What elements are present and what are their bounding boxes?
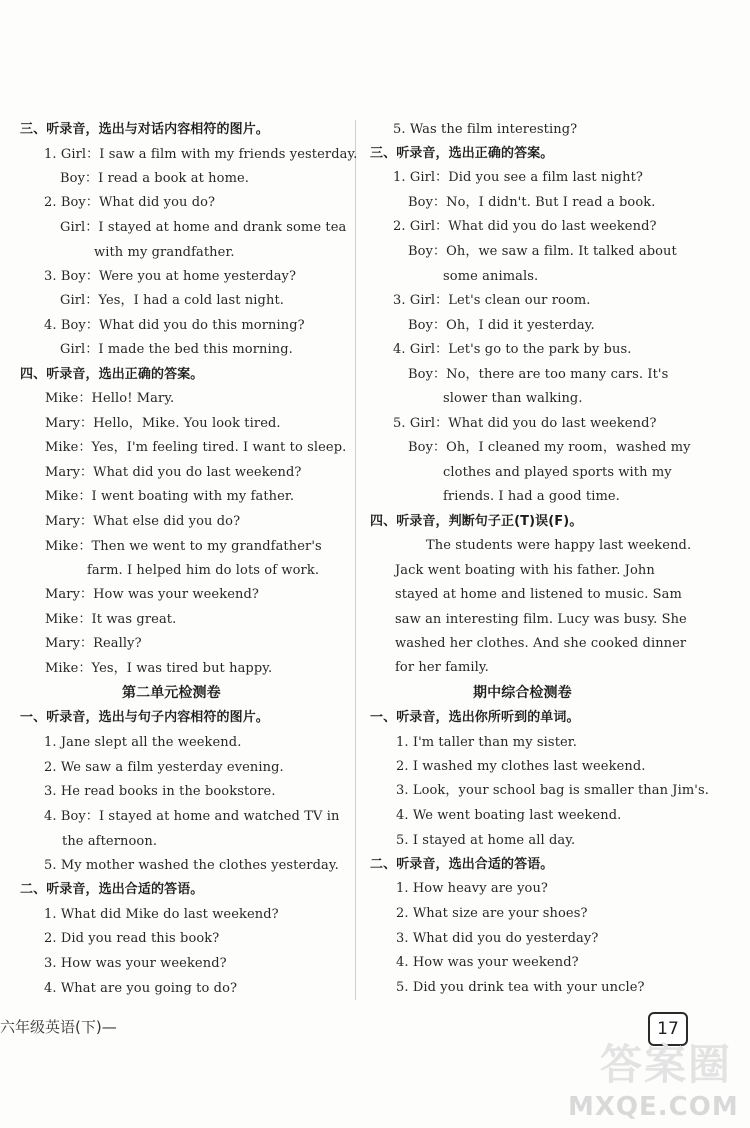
text-line: washed her clothes. And she cooked dinner xyxy=(395,636,687,651)
text-line: Girl：Yes，I had a cold last night. xyxy=(60,293,284,308)
text-line: 2. Boy：What did you do? xyxy=(44,195,216,210)
text-line: Boy：Oh，we saw a film. It talked about xyxy=(408,244,677,259)
section-heading: 一、听录音，选出你所听到的单词。 xyxy=(370,710,580,725)
text-line: 5. I stayed at home all day. xyxy=(396,833,576,848)
text-line: Mike：Yes，I was tired but happy. xyxy=(45,661,273,676)
text-line: 4. Boy：I stayed at home and watched TV in xyxy=(44,809,340,824)
text-line: 5. Girl：What did you do last weekend? xyxy=(393,416,657,431)
section-heading: 三、听录音，选出与对话内容相符的图片。 xyxy=(20,122,269,137)
text-line: 3. Look，your school bag is smaller than Jim's. xyxy=(396,783,709,798)
text-line: The students were happy last weekend. xyxy=(426,538,692,553)
text-line: 1. I'm taller than my sister. xyxy=(396,735,577,750)
text-line: 1. What did Mike do last weekend? xyxy=(44,907,279,922)
text-line: 3. Girl：Let's clean our room. xyxy=(393,293,591,308)
text-line: 5. Did you drink tea with your uncle? xyxy=(396,980,645,995)
section-heading: 二、听录音，选出合适的答语。 xyxy=(20,882,204,897)
text-line: Mary：Hello，Mike. You look tired. xyxy=(45,416,281,431)
text-line: Mike：I went boating with my father. xyxy=(45,489,295,504)
text-line: for her family. xyxy=(395,660,489,675)
text-line: Mary：What did you do last weekend? xyxy=(45,465,302,480)
text-line: some animals. xyxy=(443,269,539,284)
text-line: Boy：I read a book at home. xyxy=(60,171,250,186)
text-line: Boy：No，there are too many cars. It's xyxy=(408,367,669,382)
text-line: 2. Did you read this book? xyxy=(44,931,220,946)
text-line: 3. Boy：Were you at home yesterday? xyxy=(44,269,297,284)
text-line: 2. What size are your shoes? xyxy=(396,906,588,921)
text-line: 5. Was the film interesting? xyxy=(393,122,578,137)
text-line: 4. How was your weekend? xyxy=(396,955,579,970)
text-line: Mike：Then we went to my grandfather's xyxy=(45,539,322,554)
text-line: 1. How heavy are you? xyxy=(396,881,548,896)
text-line: 2. Girl：What did you do last weekend? xyxy=(393,219,657,234)
text-line: 4. Boy：What did you do this morning? xyxy=(44,318,305,333)
text-line: 4. We went boating last weekend. xyxy=(396,808,622,823)
text-line: 1. Girl：I saw a film with my friends yesterday. xyxy=(44,147,358,162)
text-line: 2. We saw a film yesterday evening. xyxy=(44,760,284,775)
section-heading: 三、听录音，选出正确的答案。 xyxy=(370,146,554,161)
text-line: Mike：Hello! Mary. xyxy=(45,391,175,406)
page-number: 17 xyxy=(648,1012,688,1046)
text-line: stayed at home and listened to music. Sam xyxy=(395,587,682,602)
text-line: clothes and played sports with my xyxy=(443,465,672,480)
column-divider xyxy=(355,120,356,1000)
text-line: 5. My mother washed the clothes yesterday. xyxy=(44,858,339,873)
section-heading: 一、听录音，选出与句子内容相符的图片。 xyxy=(20,710,269,725)
text-line: 4. Girl：Let's go to the park by bus. xyxy=(393,342,632,357)
section-heading: 四、听录音，选出正确的答案。 xyxy=(20,367,204,382)
section-heading: 四、听录音，判断句子正(T)误(F)。 xyxy=(370,514,583,529)
text-line: friends. I had a good time. xyxy=(443,489,620,504)
text-line: Mary：How was your weekend? xyxy=(45,587,259,602)
text-line: Boy：No，I didn't. But I read a book. xyxy=(408,195,656,210)
grade-label: 六年级英语(下)— xyxy=(0,1018,117,1036)
text-line: Girl：I stayed at home and drank some tea xyxy=(60,220,347,235)
text-line: Girl：I made the bed this morning. xyxy=(60,342,293,357)
text-line: Mike：It was great. xyxy=(45,612,177,627)
text-line: 1. Girl：Did you see a film last night? xyxy=(393,170,643,185)
text-line: Jack went boating with his father. John xyxy=(395,563,655,578)
text-line: 2. I washed my clothes last weekend. xyxy=(396,759,646,774)
section-heading: 二、听录音，选出合适的答语。 xyxy=(370,857,554,872)
text-line: 3. How was your weekend? xyxy=(44,956,227,971)
text-line: Mary：Really? xyxy=(45,636,142,651)
text-line: 4. What are you going to do? xyxy=(44,981,238,996)
text-line: with my grandfather. xyxy=(94,245,235,260)
watermark-logo: 答案圈 xyxy=(600,1040,733,1089)
text-line: Boy：Oh，I did it yesterday. xyxy=(408,318,595,333)
watermark-url: MXQE.COM xyxy=(568,1092,739,1122)
text-line: 3. He read books in the bookstore. xyxy=(44,784,276,799)
unit-title: 第二单元检测卷 xyxy=(122,685,221,701)
text-line: Mike：Yes，I'm feeling tired. I want to sleep. xyxy=(45,440,347,455)
text-line: saw an interesting film. Lucy was busy. She xyxy=(395,612,687,627)
text-line: 1. Jane slept all the weekend. xyxy=(44,735,242,750)
text-line: Boy：Oh，I cleaned my room，washed my xyxy=(408,440,691,455)
text-line: slower than walking. xyxy=(443,391,583,406)
text-line: 3. What did you do yesterday? xyxy=(396,931,599,946)
text-line: the afternoon. xyxy=(62,834,158,849)
midterm-title: 期中综合检测卷 xyxy=(473,685,572,701)
text-line: Mary：What else did you do? xyxy=(45,514,241,529)
text-line: farm. I helped him do lots of work. xyxy=(87,563,320,578)
